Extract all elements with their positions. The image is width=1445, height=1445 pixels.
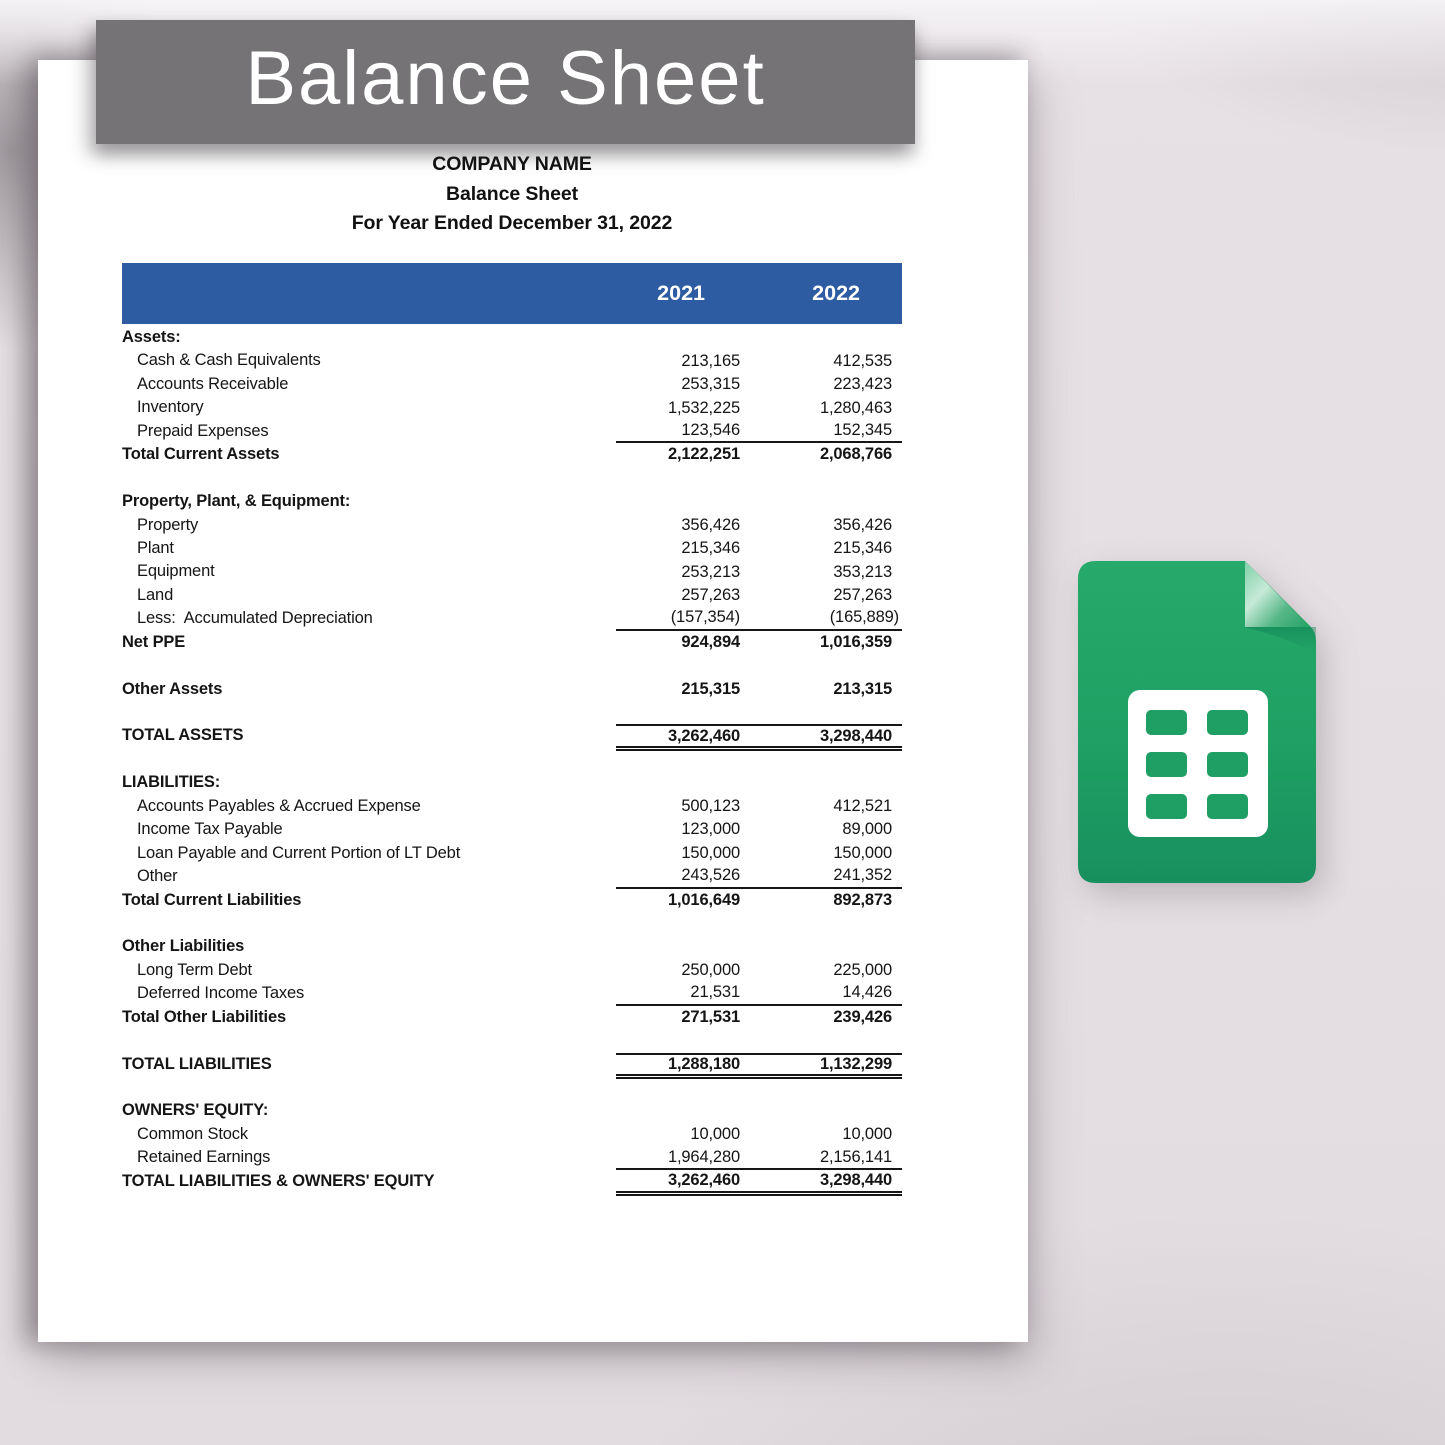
row-values	[616, 959, 902, 982]
row-label: TOTAL LIABILITIES & OWNERS' EQUITY	[122, 1171, 435, 1190]
table-row	[122, 584, 902, 607]
table-row	[122, 631, 902, 654]
row-label: TOTAL LIABILITIES	[122, 1054, 272, 1073]
table-rows	[122, 326, 902, 1193]
cell-value-2021: 356,426	[681, 515, 740, 534]
row-values	[616, 935, 902, 958]
cell-value-2021: 250,000	[681, 961, 740, 980]
row-values	[616, 349, 902, 372]
row-values	[616, 724, 902, 747]
cell-value-2022: 1,280,463	[819, 398, 892, 417]
cell-value-2022: 213,315	[833, 679, 892, 698]
row-label: Total Current Liabilities	[122, 890, 302, 909]
row-values	[616, 1170, 902, 1193]
row-label: Plant	[137, 538, 174, 557]
row-label: Total Other Liabilities	[122, 1007, 287, 1026]
table-row	[122, 889, 902, 912]
cell-value-2022: 257,263	[833, 586, 892, 605]
cell-value-2022: 356,426	[833, 515, 892, 534]
column-header-bar	[122, 263, 902, 324]
table-row	[122, 1170, 902, 1193]
row-label: Property	[137, 515, 199, 534]
row-values	[616, 607, 902, 630]
row-label: Prepaid Expenses	[137, 421, 269, 440]
row-label: Accounts Receivable	[137, 374, 289, 393]
row-label: Inventory	[137, 398, 204, 417]
row-values	[616, 396, 902, 419]
table-row	[122, 420, 902, 443]
cell-value-2021: (157,354)	[670, 608, 740, 627]
row-label: Deferred Income Taxes	[137, 984, 305, 1003]
cell-value-2021: 215,315	[681, 679, 740, 698]
row-values	[616, 560, 902, 583]
table-row	[122, 1146, 902, 1169]
row-values	[616, 1123, 902, 1146]
row-label: Equipment	[137, 562, 215, 581]
cell-value-2022: 1,016,359	[819, 632, 892, 651]
table-row	[122, 724, 902, 747]
table-row	[122, 607, 902, 630]
cell-value-2021: 10,000	[690, 1125, 740, 1144]
table-spacer	[122, 1076, 902, 1099]
table-row	[122, 490, 902, 513]
table-spacer	[122, 654, 902, 677]
column-header-2021: 2021	[657, 281, 705, 305]
cell-value-2021: 924,894	[681, 632, 740, 651]
cell-value-2021: 253,315	[681, 375, 740, 394]
row-values	[616, 818, 902, 841]
document-heading	[122, 150, 902, 239]
table-row	[122, 842, 902, 865]
row-label: Total Current Assets	[122, 445, 280, 464]
row-label: Long Term Debt	[137, 960, 252, 979]
cell-value-2022: 412,535	[833, 351, 892, 370]
statement-title: Balance Sheet	[445, 182, 578, 205]
table-row	[122, 865, 902, 888]
row-label: TOTAL ASSETS	[122, 726, 244, 745]
cell-value-2022: 239,426	[833, 1007, 892, 1026]
row-values	[616, 1146, 902, 1169]
cell-value-2021: 213,165	[681, 351, 740, 370]
row-label: Common Stock	[137, 1124, 248, 1143]
cell-value-2021: 150,000	[681, 843, 740, 862]
row-values	[616, 889, 902, 912]
table-spacer	[122, 467, 902, 490]
cell-value-2021: 123,000	[681, 820, 740, 839]
table-row	[122, 349, 902, 372]
cell-value-2022: 353,213	[833, 562, 892, 581]
row-values	[616, 1006, 902, 1029]
row-label: OWNERS' EQUITY:	[122, 1101, 269, 1120]
table-row	[122, 959, 902, 982]
cell-value-2022: 215,346	[833, 539, 892, 558]
cell-value-2022: 14,426	[842, 983, 892, 1002]
title-banner	[96, 20, 915, 144]
row-label: Other Assets	[122, 679, 223, 698]
cell-value-2022: 223,423	[833, 375, 892, 394]
cell-value-2021: 1,964,280	[667, 1147, 740, 1166]
table-row	[122, 373, 902, 396]
table-row	[122, 514, 902, 537]
cell-value-2021: 500,123	[681, 796, 740, 815]
table-row	[122, 1099, 902, 1122]
table-row	[122, 443, 902, 466]
table-row	[122, 795, 902, 818]
table-row	[122, 326, 902, 349]
table-row	[122, 771, 902, 794]
row-values	[616, 842, 902, 865]
row-label: Cash & Cash Equivalents	[137, 351, 321, 370]
row-label: Other Liabilities	[122, 937, 245, 956]
cell-value-2022: 225,000	[833, 961, 892, 980]
row-values	[616, 865, 902, 888]
google-sheets-icon	[1078, 561, 1316, 883]
cell-value-2021: 257,263	[681, 586, 740, 605]
table-spacer	[122, 748, 902, 771]
table-row	[122, 1123, 902, 1146]
cell-value-2021: 123,546	[681, 420, 740, 439]
row-label: Other	[137, 867, 178, 886]
cell-value-2021: 215,346	[681, 539, 740, 558]
column-header-2022: 2022	[812, 281, 860, 305]
row-values	[616, 631, 902, 654]
row-values	[616, 678, 902, 701]
row-values	[616, 1053, 902, 1076]
row-label: Property, Plant, & Equipment:	[122, 492, 351, 511]
table-row	[122, 560, 902, 583]
row-values	[616, 795, 902, 818]
cell-value-2021: 1,016,649	[667, 890, 740, 909]
row-values	[616, 537, 902, 560]
cell-value-2021: 3,262,460	[667, 726, 740, 745]
cell-value-2022: 241,352	[833, 866, 892, 885]
cell-value-2021: 271,531	[681, 1007, 740, 1026]
table-spacer	[122, 701, 902, 724]
cell-value-2022: 2,156,141	[819, 1147, 892, 1166]
row-label: Loan Payable and Current Portion of LT Debt	[137, 843, 461, 862]
table-spacer	[122, 912, 902, 935]
table-row	[122, 1053, 902, 1076]
table-row	[122, 818, 902, 841]
company-name: COMPANY NAME	[432, 153, 592, 175]
banner-title: Balance Sheet	[245, 36, 766, 121]
table-row	[122, 1006, 902, 1029]
row-label: LIABILITIES:	[122, 773, 221, 792]
cell-value-2022: 89,000	[842, 820, 892, 839]
table-row	[122, 982, 902, 1005]
row-label: Accounts Payables & Accrued Expense	[137, 796, 421, 815]
row-values	[616, 326, 902, 349]
cell-value-2022: 1,132,299	[819, 1054, 892, 1073]
cell-value-2022: 412,521	[833, 796, 892, 815]
cell-value-2021: 243,526	[681, 866, 740, 885]
cell-value-2021: 21,531	[690, 983, 740, 1002]
row-values	[616, 490, 902, 513]
row-values	[616, 443, 902, 466]
cell-value-2021: 3,262,460	[667, 1170, 740, 1189]
row-label: Income Tax Payable	[137, 820, 283, 839]
cell-value-2022: 152,345	[833, 420, 892, 439]
row-values	[616, 771, 902, 794]
column-year-labels	[616, 281, 902, 306]
row-label: Assets:	[122, 328, 181, 346]
row-label: Land	[137, 585, 174, 604]
row-values	[616, 514, 902, 537]
table-row	[122, 678, 902, 701]
cell-value-2021: 1,532,225	[667, 398, 740, 417]
row-label: Less: Accumulated Depreciation	[137, 609, 373, 628]
table-row	[122, 537, 902, 560]
cell-value-2021: 1,288,180	[667, 1054, 740, 1073]
row-label: Net PPE	[122, 632, 186, 651]
table-row	[122, 396, 902, 419]
row-values	[616, 1099, 902, 1122]
cell-value-2021: 2,122,251	[667, 445, 740, 464]
row-values	[616, 982, 902, 1005]
table-spacer	[122, 1029, 902, 1052]
cell-value-2022: 892,873	[833, 890, 892, 909]
row-values	[616, 373, 902, 396]
cell-value-2021: 253,213	[681, 562, 740, 581]
cell-value-2022: 2,068,766	[819, 445, 892, 464]
cell-value-2022: 3,298,440	[819, 1170, 892, 1189]
cell-value-2022: 150,000	[833, 843, 892, 862]
cell-value-2022: (165,889)	[829, 608, 899, 627]
statement-period: For Year Ended December 31, 2022	[351, 212, 673, 234]
row-values	[616, 584, 902, 607]
cell-value-2022: 3,298,440	[819, 726, 892, 745]
cell-value-2022: 10,000	[842, 1125, 892, 1144]
row-label: Retained Earnings	[137, 1148, 271, 1167]
row-values	[616, 420, 902, 443]
table-row	[122, 935, 902, 958]
